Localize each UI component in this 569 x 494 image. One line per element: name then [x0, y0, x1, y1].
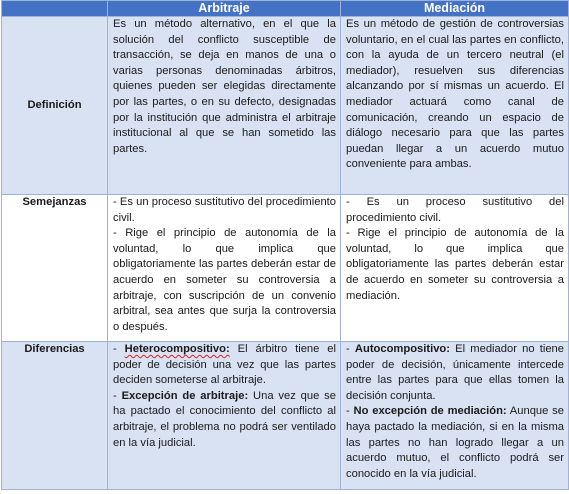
row-label-definicion: Definición — [2, 17, 108, 195]
semejanzas-mediacion — [341, 195, 569, 342]
bullet-dash: - — [346, 343, 355, 355]
semejanzas-arbitraje-item-1: - Es un proceso sustitutivo del procedimiento civil. — [113, 196, 336, 224]
header-arbitraje: Arbitraje — [108, 1, 341, 17]
diferencias-arbitraje-item-1 — [113, 342, 336, 389]
item-text: Una vez que se ha pactado el conocimiento del conflicto al arbitraje, el problema no podrá ser ventilado en la vía judicial. — [113, 389, 336, 449]
term-excepcion-arbitraje: Excepción de arbitraje: — [121, 389, 249, 402]
comparison-table — [1, 0, 569, 490]
diferencias-arbitraje — [108, 342, 341, 490]
diferencias-arbitraje-item-2 — [113, 389, 336, 451]
definicion-mediacion-text: Es un método de gestión de controversias voluntario, en el cual las partes en conflicto, con la ayuda de un tercero neutral (el mediador), resuelven sus diferencias alcanzando por sí mismas un acuerdo. El mediador actuará como canal de comunicación, creando un espacio de diálogo necesario para que las partes puedan llegar a un acuerdo mutuo conveniente para ambas. — [346, 18, 564, 171]
bullet-dash: - — [113, 343, 125, 355]
term-no-excepcion-mediacion: No excepción de mediación: — [353, 405, 507, 418]
item-text: El mediador no tiene poder de decisión, únicamente intercede entre las partes para que ellas tomen la decisión conjunta. — [346, 343, 564, 402]
row-label-diferencias: Diferencias — [2, 342, 108, 490]
item-text: Aunque se haya pactado la mediación, si en la misma las partes no han logrado llegar a un acuerdo mutuo, el conflicto podrá ser conocido en la vía judicial. — [346, 405, 564, 480]
term-autocompositivo: Autocompositivo: — [354, 343, 450, 355]
row-diferencias — [2, 342, 569, 490]
diferencias-mediacion-item-1 — [346, 342, 564, 404]
bullet-dash: - — [346, 405, 354, 418]
diferencias-mediacion-item-2 — [346, 404, 564, 482]
term-heterocompositivo: Heterocompositivo: — [124, 343, 230, 355]
header-mediacion: Mediación — [341, 1, 569, 17]
definicion-arbitraje — [108, 17, 341, 195]
row-semejanzas — [2, 195, 569, 342]
diferencias-mediacion — [341, 342, 569, 490]
semejanzas-arbitraje — [108, 195, 341, 342]
header-row — [2, 1, 569, 17]
semejanzas-arbitraje-item-2: - Rige el principio de autonomía de la voluntad, lo que implica que obligatoriamente las partes deberán estar de acuerdo en someter su controversia a arbitraje, con suscripción de un convenio arbitral, sea antes que surja la controversia o después. — [113, 227, 336, 333]
bullet-dash: - — [113, 389, 122, 402]
row-definicion — [2, 17, 569, 195]
semejanzas-mediacion-item-1: - Es un proceso sustitutivo del procedimiento civil. — [346, 196, 564, 224]
row-label-semejanzas: Semejanzas — [2, 195, 108, 342]
definicion-arbitraje-text: Es un método alternativo, en el que la solución del conflicto susceptible de transacción, se deja en manos de una o varias personas denominadas árbitros, quienes pueden ser elegidas directamente por las partes, o en su defecto, designadas por la institución que administra el arbitraje institucional al que se han sometido las partes. — [113, 18, 336, 155]
item-text: El árbitro tiene el poder de decisión una vez que las partes deciden someterse al arbitraje. — [113, 343, 336, 387]
semejanzas-mediacion-item-2: - Rige el principio de autonomía de la voluntad, lo que implica que obligatoriamente las partes deberán estar de acuerdo en someter su controversia a mediación. — [346, 227, 564, 302]
header-blank-cell — [2, 1, 108, 17]
definicion-mediacion — [341, 17, 569, 195]
